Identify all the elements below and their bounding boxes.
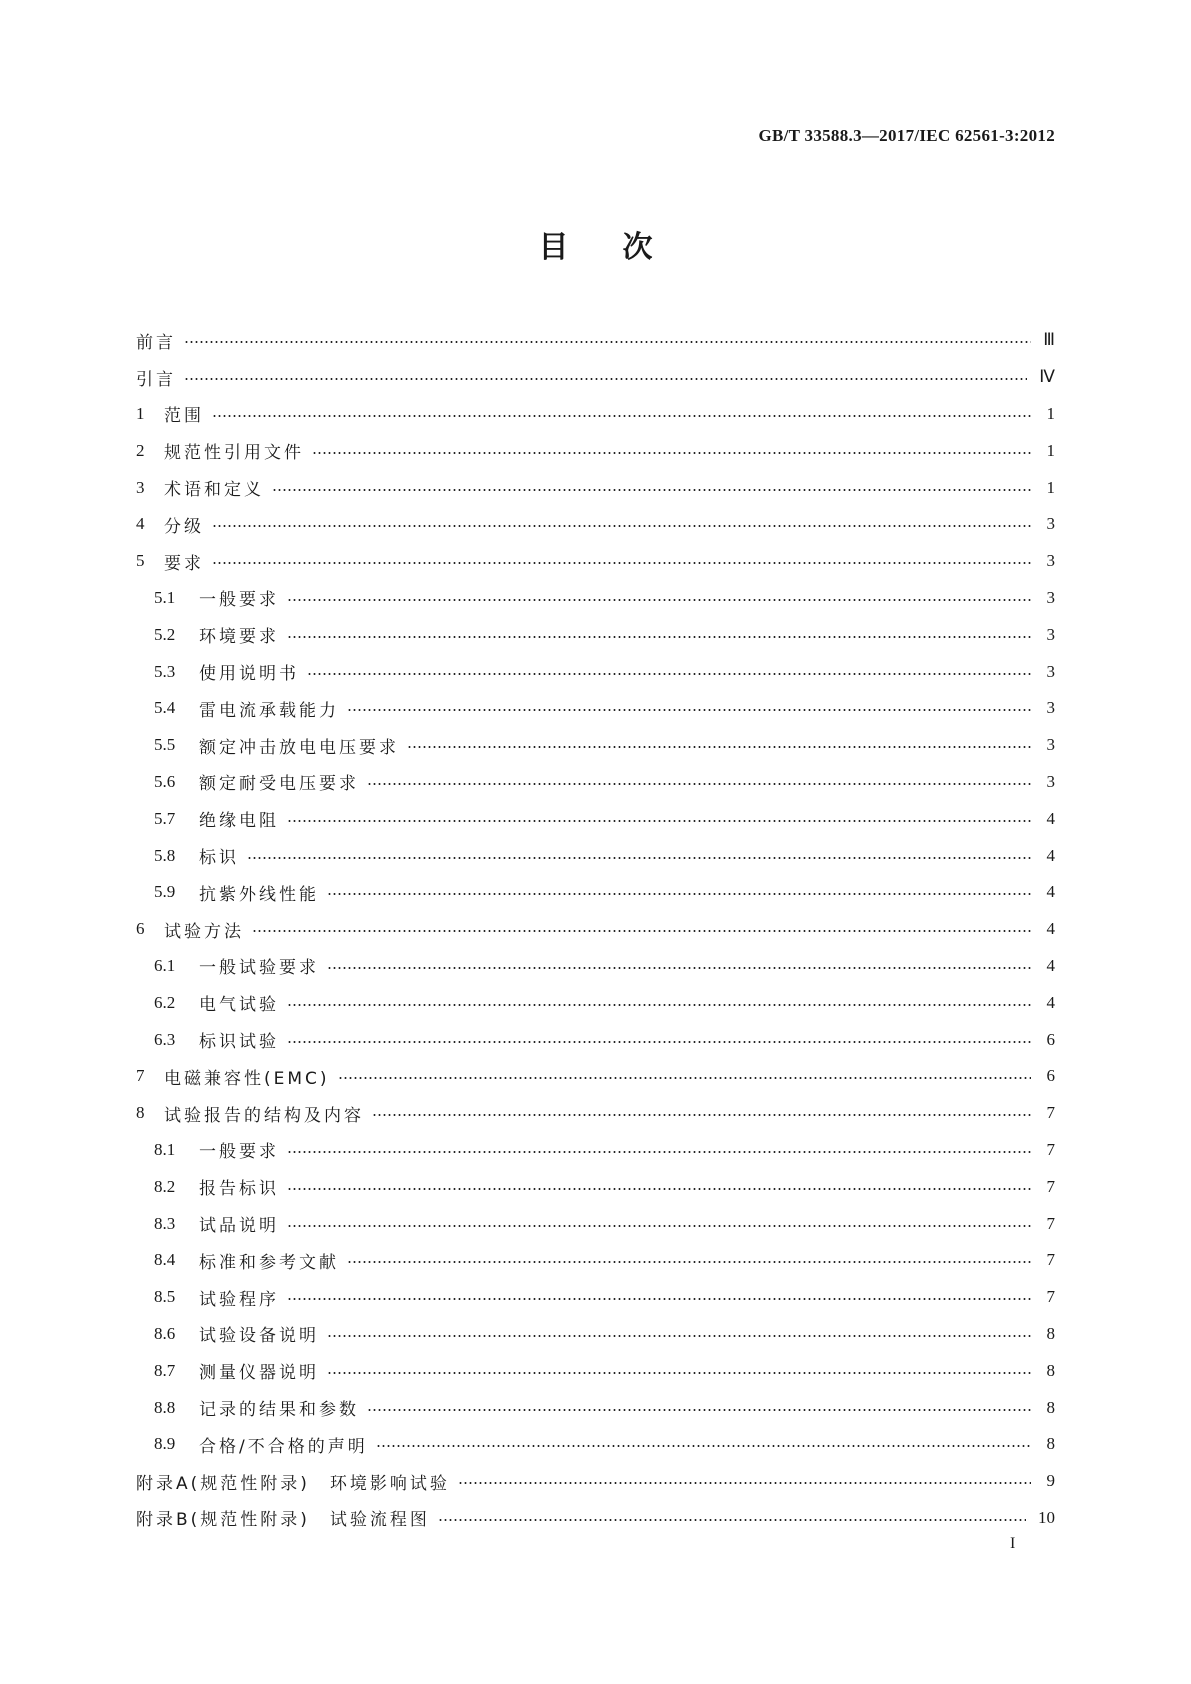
dot-leader bbox=[184, 341, 1031, 343]
dot-leader bbox=[347, 1261, 1031, 1263]
dot-leader bbox=[327, 967, 1031, 969]
toc-entry-label: 绝缘电阻 bbox=[199, 811, 279, 832]
toc-entry[interactable] bbox=[136, 1205, 1055, 1242]
toc-entry[interactable] bbox=[136, 837, 1055, 874]
toc-entry-page: 7 bbox=[1046, 1250, 1055, 1270]
toc-entry-label: 使用说明书 bbox=[199, 664, 299, 685]
toc-entry-number: 7 bbox=[136, 1066, 145, 1086]
dot-leader bbox=[252, 930, 1031, 932]
dot-leader bbox=[184, 378, 1027, 380]
toc-entry-label: 术语和定义 bbox=[164, 480, 264, 501]
dot-leader bbox=[287, 1151, 1031, 1153]
toc-entry[interactable] bbox=[136, 1279, 1055, 1316]
toc-entry-label: 试验程序 bbox=[199, 1289, 279, 1310]
toc-entry-number: 8.7 bbox=[154, 1360, 176, 1380]
toc-entry-label: 前言 bbox=[136, 332, 176, 353]
toc-entry-page: Ⅲ bbox=[1043, 330, 1055, 350]
toc-entry-number: 8.8 bbox=[154, 1397, 176, 1417]
toc-entry-label: 规范性引用文件 bbox=[164, 443, 304, 464]
dot-leader bbox=[327, 893, 1031, 895]
toc-entry-label: 引言 bbox=[136, 369, 176, 390]
toc-entry-number: 5.2 bbox=[154, 624, 176, 644]
dot-leader bbox=[407, 746, 1031, 748]
toc-entry-number: 8.5 bbox=[154, 1287, 176, 1307]
toc-entry-label: 试品说明 bbox=[199, 1216, 279, 1237]
toc-entry-label: 附录B(规范性附录) 试验流程图 bbox=[136, 1510, 430, 1531]
toc-entry-label: 一般要求 bbox=[199, 590, 279, 611]
toc-entry[interactable] bbox=[136, 948, 1055, 985]
toc-entry[interactable] bbox=[136, 653, 1055, 690]
toc-entry-label: 额定冲击放电电压要求 bbox=[199, 737, 399, 758]
dot-leader bbox=[287, 1004, 1031, 1006]
dot-leader bbox=[287, 1188, 1031, 1190]
toc-entry-page: 6 bbox=[1046, 1029, 1055, 1049]
toc-entry-page: 9 bbox=[1046, 1471, 1055, 1491]
dot-leader bbox=[438, 1519, 1026, 1521]
dot-leader bbox=[307, 673, 1031, 675]
dot-leader bbox=[338, 1077, 1031, 1079]
toc-entry-label: 测量仪器说明 bbox=[199, 1363, 319, 1384]
toc-entry-number: 5.4 bbox=[154, 698, 176, 718]
toc-entry[interactable] bbox=[136, 1242, 1055, 1279]
toc-entry-label: 抗紫外线性能 bbox=[199, 884, 319, 905]
toc-entry-number: 5.9 bbox=[154, 882, 176, 902]
toc-entry-number: 1 bbox=[136, 403, 145, 423]
toc-entry-number: 5 bbox=[136, 551, 145, 571]
toc-entry-label: 试验方法 bbox=[164, 921, 244, 942]
dot-leader bbox=[367, 783, 1031, 785]
toc-entry[interactable] bbox=[136, 1132, 1055, 1169]
toc-entry-page: 3 bbox=[1046, 587, 1055, 607]
toc-entry-number: 8.9 bbox=[154, 1434, 176, 1454]
toc-entry-label: 一般试验要求 bbox=[199, 958, 319, 979]
toc-entry-page: 7 bbox=[1046, 1103, 1055, 1123]
toc-entry-label: 雷电流承载能力 bbox=[199, 700, 339, 721]
dot-leader bbox=[212, 562, 1031, 564]
toc-entry-number: 8.6 bbox=[154, 1323, 176, 1343]
toc-entry[interactable] bbox=[136, 727, 1055, 764]
toc-entry-label: 电气试验 bbox=[199, 995, 279, 1016]
toc-entry[interactable] bbox=[136, 1463, 1055, 1500]
toc-entry-label: 试验设备说明 bbox=[199, 1326, 319, 1347]
toc-entry-page: 6 bbox=[1046, 1066, 1055, 1086]
toc-entry[interactable] bbox=[136, 1389, 1055, 1426]
toc-entry[interactable] bbox=[136, 911, 1055, 948]
toc-entry-page: 3 bbox=[1046, 551, 1055, 571]
toc-entry-number: 8.3 bbox=[154, 1213, 176, 1233]
toc-entry[interactable] bbox=[136, 359, 1055, 396]
toc-entry-page: 4 bbox=[1046, 919, 1055, 939]
toc-entry-label: 合格/不合格的声明 bbox=[199, 1436, 368, 1457]
toc-entry[interactable] bbox=[136, 1500, 1055, 1537]
dot-leader bbox=[376, 1445, 1031, 1447]
toc-entry-page: 4 bbox=[1046, 845, 1055, 865]
toc-entry[interactable] bbox=[136, 1058, 1055, 1095]
toc-entry-number: 5.7 bbox=[154, 808, 176, 828]
dot-leader bbox=[212, 525, 1031, 527]
dot-leader bbox=[287, 1298, 1031, 1300]
toc-entry[interactable] bbox=[136, 874, 1055, 911]
toc-entry-number: 5.3 bbox=[154, 661, 176, 681]
toc-entry-page: 8 bbox=[1046, 1360, 1055, 1380]
toc-entry-number: 6.2 bbox=[154, 992, 176, 1012]
toc-entry-number: 6 bbox=[136, 919, 145, 939]
dot-leader bbox=[372, 1114, 1031, 1116]
page-title: 目次 bbox=[538, 230, 707, 265]
toc-entry-number: 6.3 bbox=[154, 1029, 176, 1049]
toc-entry[interactable] bbox=[136, 616, 1055, 653]
table-of-contents bbox=[136, 322, 1055, 1536]
toc-entry-page: 8 bbox=[1046, 1397, 1055, 1417]
toc-entry-label: 试验报告的结构及内容 bbox=[164, 1105, 364, 1126]
toc-entry-page: 7 bbox=[1046, 1176, 1055, 1196]
toc-entry-page: Ⅳ bbox=[1039, 367, 1055, 387]
toc-entry[interactable] bbox=[136, 580, 1055, 617]
toc-entry-label: 标准和参考文献 bbox=[199, 1252, 339, 1273]
toc-entry-number: 8.4 bbox=[154, 1250, 176, 1270]
toc-entry-number: 5.5 bbox=[154, 735, 176, 755]
toc-entry-page: 1 bbox=[1046, 440, 1055, 460]
toc-entry-label: 分级 bbox=[164, 516, 204, 537]
toc-entry-page: 4 bbox=[1046, 992, 1055, 1012]
toc-entry-page: 3 bbox=[1046, 624, 1055, 644]
toc-entry-label: 要求 bbox=[164, 553, 204, 574]
toc-entry-number: 8.2 bbox=[154, 1176, 176, 1196]
toc-entry[interactable] bbox=[136, 1095, 1055, 1132]
toc-entry-page: 8 bbox=[1046, 1323, 1055, 1343]
toc-entry[interactable] bbox=[136, 506, 1055, 543]
toc-entry-page: 3 bbox=[1046, 661, 1055, 681]
dot-leader bbox=[287, 820, 1031, 822]
toc-entry-label: 记录的结果和参数 bbox=[199, 1400, 359, 1420]
toc-entry-number: 6.1 bbox=[154, 955, 176, 975]
toc-entry-label: 电磁兼容性(EMC) bbox=[164, 1068, 330, 1089]
dot-leader bbox=[327, 1335, 1031, 1337]
dot-leader bbox=[272, 489, 1031, 491]
toc-entry-number: 8 bbox=[136, 1103, 145, 1123]
dot-leader bbox=[458, 1482, 1031, 1484]
toc-entry[interactable] bbox=[136, 322, 1055, 359]
standard-number: GB/T 33588.3—2017/IEC 62561-3:2012 bbox=[758, 126, 1055, 145]
dot-leader bbox=[287, 636, 1031, 638]
dot-leader bbox=[347, 709, 1031, 711]
toc-entry[interactable] bbox=[136, 1352, 1055, 1389]
toc-entry-page: 7 bbox=[1046, 1287, 1055, 1307]
toc-entry[interactable] bbox=[136, 764, 1055, 801]
toc-entry[interactable] bbox=[136, 984, 1055, 1021]
footer-page-number: I bbox=[1010, 1535, 1016, 1552]
toc-entry[interactable] bbox=[136, 396, 1055, 433]
toc-entry-number: 5.8 bbox=[154, 845, 176, 865]
toc-entry[interactable] bbox=[136, 1426, 1055, 1463]
toc-entry[interactable] bbox=[136, 432, 1055, 469]
dot-leader bbox=[287, 599, 1031, 601]
dot-leader bbox=[312, 452, 1031, 454]
dot-leader bbox=[287, 1041, 1031, 1043]
toc-entry-number: 5.1 bbox=[154, 587, 176, 607]
toc-entry-number: 3 bbox=[136, 477, 145, 497]
toc-entry-page: 3 bbox=[1046, 771, 1055, 791]
toc-entry-label: 标识试验 bbox=[199, 1032, 279, 1053]
toc-entry-page: 1 bbox=[1046, 477, 1055, 497]
toc-entry-page: 3 bbox=[1046, 514, 1055, 534]
toc-entry-page: 4 bbox=[1046, 808, 1055, 828]
toc-entry-number: 8.1 bbox=[154, 1139, 176, 1159]
toc-entry-number: 4 bbox=[136, 514, 145, 534]
toc-entry[interactable] bbox=[136, 690, 1055, 727]
toc-entry-label: 报告标识 bbox=[199, 1179, 279, 1200]
toc-entry-page: 7 bbox=[1046, 1139, 1055, 1159]
toc-entry-label: 附录A(规范性附录) 环境影响试验 bbox=[136, 1473, 450, 1494]
toc-entry[interactable] bbox=[136, 800, 1055, 837]
toc-entry[interactable] bbox=[136, 469, 1055, 506]
toc-entry-label: 范围 bbox=[164, 406, 204, 427]
toc-entry[interactable] bbox=[136, 1168, 1055, 1205]
toc-entry-page: 8 bbox=[1046, 1434, 1055, 1454]
dot-leader bbox=[287, 1225, 1031, 1227]
dot-leader bbox=[327, 1372, 1031, 1374]
toc-entry-page: 3 bbox=[1046, 698, 1055, 718]
dot-leader bbox=[212, 415, 1031, 417]
toc-entry-page: 4 bbox=[1046, 882, 1055, 902]
toc-entry-page: 1 bbox=[1046, 403, 1055, 423]
toc-entry-page: 10 bbox=[1038, 1507, 1055, 1527]
toc-entry[interactable] bbox=[136, 1021, 1055, 1058]
toc-entry-number: 2 bbox=[136, 440, 145, 460]
toc-entry-label: 环境要求 bbox=[199, 627, 279, 648]
toc-entry-number: 5.6 bbox=[154, 771, 176, 791]
toc-entry-page: 4 bbox=[1046, 955, 1055, 975]
toc-entry[interactable] bbox=[136, 1316, 1055, 1353]
toc-entry-label: 标识 bbox=[199, 848, 239, 869]
toc-entry[interactable] bbox=[136, 543, 1055, 580]
dot-leader bbox=[367, 1409, 1031, 1411]
toc-entry-label: 一般要求 bbox=[199, 1142, 279, 1163]
dot-leader bbox=[247, 857, 1031, 859]
toc-entry-label: 额定耐受电压要求 bbox=[199, 774, 359, 795]
toc-entry-page: 7 bbox=[1046, 1213, 1055, 1233]
toc-entry-page: 3 bbox=[1046, 735, 1055, 755]
